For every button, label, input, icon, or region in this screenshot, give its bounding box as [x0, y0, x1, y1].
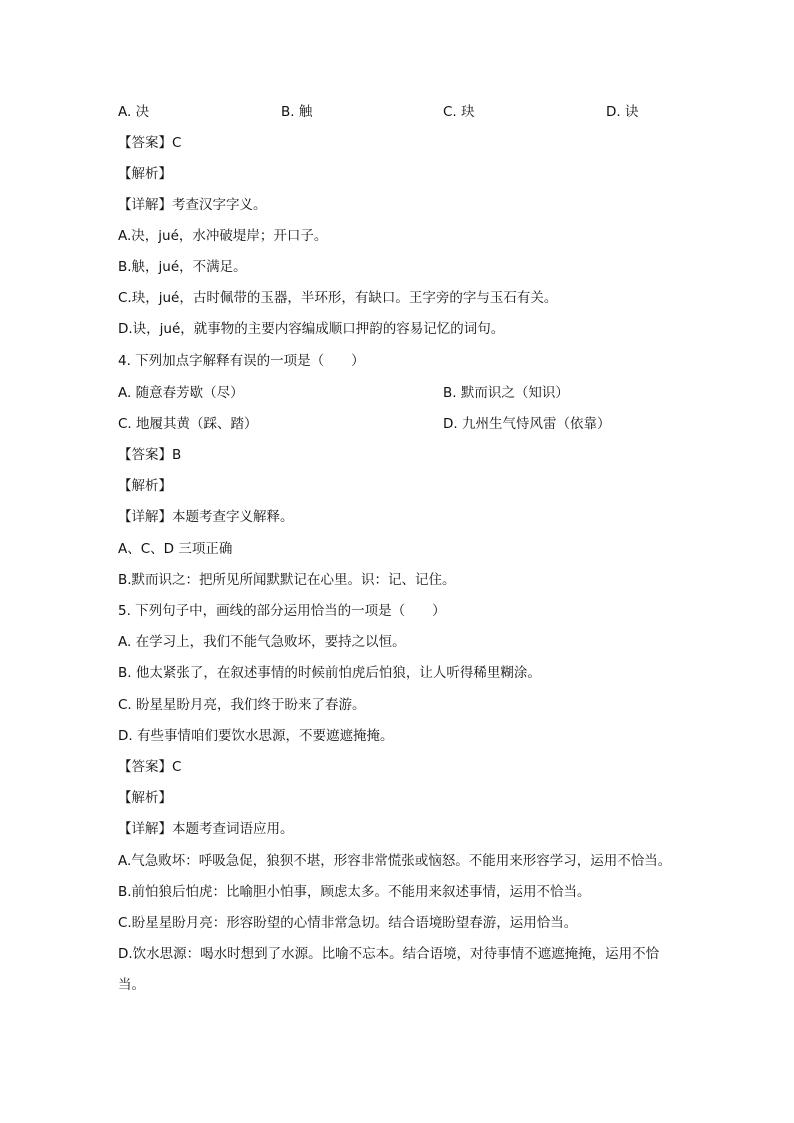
q4-option-b: B. 默而识之（知识） — [443, 385, 569, 401]
q3-option-d: D. 诀 — [606, 104, 639, 120]
q4-option-d: D. 九州生气恃风雷（依靠） — [443, 416, 611, 432]
q5-explain-c: C.盼星星盼月亮：形容盼望的心情非常急切。结合语境盼望春游，运用恰当。 — [118, 915, 578, 931]
q5-option-d: D. 有些事情咱们要饮水思源，不要遮遮掩掩。 — [118, 728, 394, 744]
q5-option-c: C. 盼星星盼月亮，我们终于盼来了春游。 — [118, 697, 366, 713]
q3-option-a: A. 决 — [118, 104, 150, 120]
q4-explain-acd: A、C、D 三项正确 — [118, 541, 233, 557]
q5-analysis-label: 【解析】 — [118, 790, 172, 806]
q5-explain-a: A.气急败坏：呼吸急促，狼狈不堪，形容非常慌张或恼怒。不能用来形容学习，运用不恰当。 — [118, 853, 672, 869]
q3-option-c: C. 玦 — [443, 104, 475, 120]
q4-explain-b: B.默而识之：把所见所闻默默记在心里。识：记、记住。 — [118, 572, 456, 588]
q3-answer: 【答案】C — [118, 135, 182, 151]
q3-analysis-label: 【解析】 — [118, 166, 172, 182]
q5-explain-d-cont: 当。 — [118, 977, 145, 993]
q5-answer: 【答案】C — [118, 759, 182, 775]
q4-answer: 【答案】B — [118, 447, 182, 463]
q3-explain-d: D.诀，jué，就事物的主要内容编成顺口押韵的容易记忆的词句。 — [118, 321, 505, 337]
q3-explain-b: B.觖，jué，不满足。 — [118, 259, 247, 275]
q5-option-a: A. 在学习上，我们不能气急败坏，要持之以恒。 — [118, 634, 406, 650]
q3-detail: 【详解】考查汉字字义。 — [118, 197, 267, 213]
q4-stem: 4. 下列加点字解释有误的一项是（ ） — [118, 353, 365, 369]
q4-option-a: A. 随意春芳歇（尽） — [118, 385, 244, 401]
q5-explain-b: B.前怕狼后怕虎：比喻胆小怕事，顾虑太多。不能用来叙述事情，运用不恰当。 — [118, 884, 591, 900]
q3-explain-c: C.玦，jué，古时佩带的玉器，半环形，有缺口。王字旁的字与玉石有关。 — [118, 290, 558, 306]
q4-detail: 【详解】本题考查字义解释。 — [118, 509, 294, 525]
q5-option-b: B. 他太紧张了，在叙述事情的时候前怕虎后怕狼，让人听得稀里糊涂。 — [118, 665, 541, 681]
q3-option-b: B. 触 — [281, 104, 313, 120]
q4-analysis-label: 【解析】 — [118, 478, 172, 494]
q3-explain-a: A.决，jué，水冲破堤岸；开口子。 — [118, 228, 328, 244]
q5-explain-d: D.饮水思源：喝水时想到了水源。比喻不忘本。结合语境，对待事情不遮遮掩掩，运用不恰 — [118, 946, 660, 962]
q4-option-c: C. 地履其黄（踩、踏） — [118, 416, 258, 432]
q5-stem: 5. 下列句子中，画线的部分运用恰当的一项是（ ） — [118, 603, 446, 619]
q5-detail: 【详解】本题考查词语应用。 — [118, 821, 294, 837]
